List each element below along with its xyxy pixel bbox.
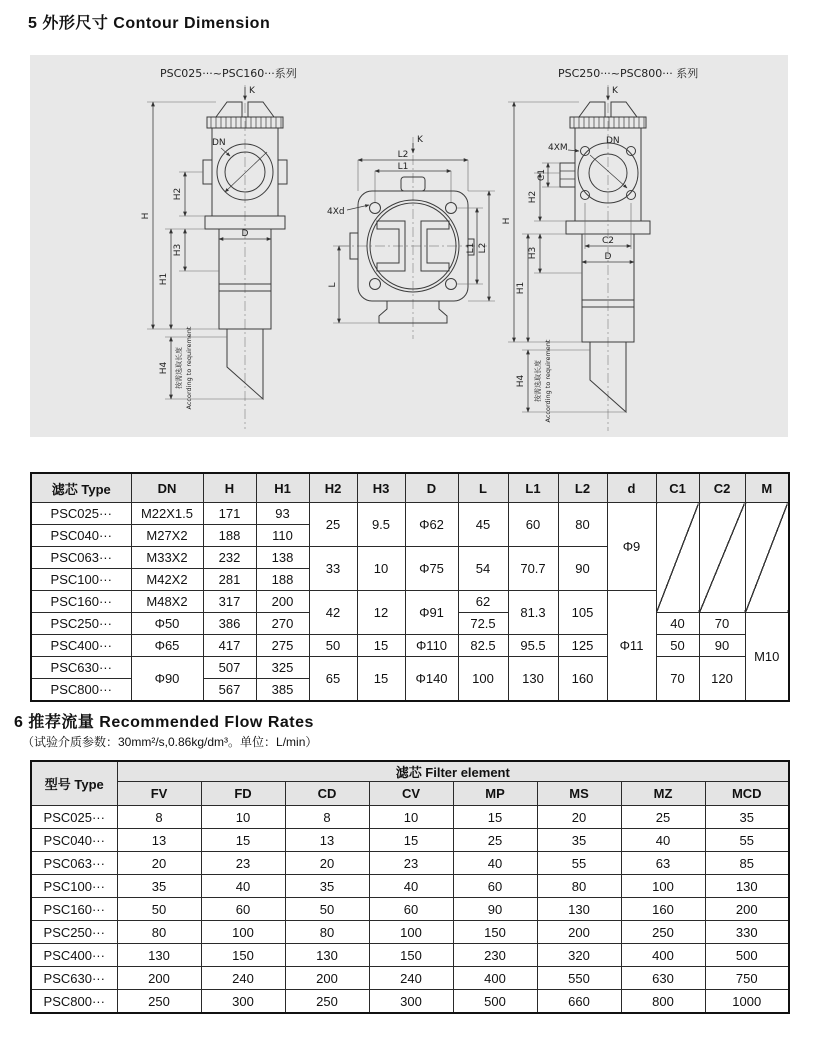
- cell-l1: 60: [508, 503, 558, 547]
- cell-l2: 125: [558, 635, 607, 657]
- cell-h3: 15: [357, 657, 405, 702]
- cell-value: 90: [453, 898, 537, 921]
- dim-label-l1-side: L1: [466, 242, 476, 254]
- dim-label-k: K: [612, 86, 618, 96]
- dim-label-h4: H4: [516, 374, 526, 388]
- cell-value: 50: [117, 898, 201, 921]
- cell-value: 35: [537, 829, 621, 852]
- cell-value: 150: [369, 944, 453, 967]
- table-row: [31, 829, 789, 852]
- cell-value: 200: [537, 921, 621, 944]
- cell-value: 1000: [705, 990, 789, 1014]
- cell-h: 417: [203, 635, 256, 657]
- cell-type: PSC063···: [31, 547, 131, 569]
- cell-value: 330: [705, 921, 789, 944]
- col-header-l2: L2: [558, 473, 607, 503]
- cell-value: 200: [285, 967, 369, 990]
- cell-h: 567: [203, 679, 256, 702]
- cell-value: 130: [285, 944, 369, 967]
- dim-label-d: D: [604, 252, 612, 262]
- table-row: [31, 503, 789, 525]
- cell-value: 130: [117, 944, 201, 967]
- cell-h1: 188: [256, 569, 309, 591]
- cell-d: Φ75: [405, 547, 458, 591]
- cell-l2: 90: [558, 547, 607, 591]
- cell-l2: 80: [558, 503, 607, 547]
- cell-value: 300: [369, 990, 453, 1014]
- cell-value: 85: [705, 852, 789, 875]
- cell-value: 200: [117, 967, 201, 990]
- cell-value: 300: [201, 990, 285, 1014]
- cell-m-na: [745, 503, 789, 613]
- cell-h1: 200: [256, 591, 309, 613]
- col-header-mp: MP: [453, 782, 537, 806]
- cell-type: PSC800···: [31, 679, 131, 702]
- col-header-c2: C2: [699, 473, 745, 503]
- cell-value: 550: [537, 967, 621, 990]
- cell-value: 23: [369, 852, 453, 875]
- dim-label-h2: H2: [173, 187, 183, 201]
- cell-l: 62: [458, 591, 508, 613]
- cell-value: 660: [537, 990, 621, 1014]
- cell-type: PSC250···: [31, 921, 117, 944]
- cell-l: 72.5: [458, 613, 508, 635]
- top-view-drawing: [325, 133, 500, 343]
- col-header-cd: CD: [285, 782, 369, 806]
- dim-label-k: K: [249, 86, 255, 96]
- cell-type: PSC063···: [31, 852, 117, 875]
- table-row: [31, 898, 789, 921]
- cell-h1: 138: [256, 547, 309, 569]
- dim-label-h1: H1: [516, 281, 526, 295]
- table-row: [31, 944, 789, 967]
- cell-value: 60: [453, 875, 537, 898]
- cell-dn: M33X2: [131, 547, 203, 569]
- dim-label-c1: C1: [537, 168, 547, 182]
- cell-value: 10: [201, 806, 285, 829]
- cell-type: PSC160···: [31, 898, 117, 921]
- cell-type: PSC100···: [31, 875, 117, 898]
- dim-label-c2: C2: [601, 236, 615, 246]
- cell-type: PSC250···: [31, 613, 131, 635]
- cell-h1: 93: [256, 503, 309, 525]
- cell-c1: 70: [656, 657, 699, 702]
- cell-value: 35: [285, 875, 369, 898]
- dimension-table: [30, 472, 790, 702]
- cell-type: PSC025···: [31, 806, 117, 829]
- cell-dn: Φ90: [131, 657, 203, 702]
- cell-value: 15: [369, 829, 453, 852]
- cell-h: 317: [203, 591, 256, 613]
- cell-l: 82.5: [458, 635, 508, 657]
- cell-value: 130: [705, 875, 789, 898]
- cell-h1: 385: [256, 679, 309, 702]
- cell-value: 150: [453, 921, 537, 944]
- col-header-h2: H2: [309, 473, 357, 503]
- cell-h: 386: [203, 613, 256, 635]
- cell-h2: 50: [309, 635, 357, 657]
- cell-l: 100: [458, 657, 508, 702]
- flow-rate-table: [30, 760, 790, 1014]
- cell-value: 750: [705, 967, 789, 990]
- cell-l1: 81.3: [508, 591, 558, 635]
- cell-c2: 70: [699, 613, 745, 635]
- cell-dn: Φ50: [131, 613, 203, 635]
- cell-value: 100: [369, 921, 453, 944]
- cell-h: 232: [203, 547, 256, 569]
- cell-value: 400: [453, 967, 537, 990]
- section5-title: 5 外形尺寸 Contour Dimension: [28, 15, 271, 32]
- dim-label-l: L: [328, 282, 338, 288]
- cell-h1: 110: [256, 525, 309, 547]
- dim-label-d: D: [241, 229, 249, 239]
- cell-h: 281: [203, 569, 256, 591]
- cell-value: 10: [369, 806, 453, 829]
- cell-value: 100: [201, 921, 285, 944]
- cell-h3: 15: [357, 635, 405, 657]
- cell-h: 171: [203, 503, 256, 525]
- dim-label-h: H: [502, 217, 512, 225]
- cell-value: 25: [621, 806, 705, 829]
- table-row: [31, 657, 789, 679]
- cell-value: 20: [285, 852, 369, 875]
- cell-d-hole: Φ9: [607, 503, 656, 591]
- cell-type: PSC800···: [31, 990, 117, 1014]
- cell-dn: M42X2: [131, 569, 203, 591]
- col-header-h3: H3: [357, 473, 405, 503]
- length-note-cn: 按需选取长度: [534, 360, 542, 402]
- cell-dn: M27X2: [131, 525, 203, 547]
- col-header-fd: FD: [201, 782, 285, 806]
- left-series-label: PSC025···~PSC160···系列: [160, 67, 297, 80]
- cell-d: Φ91: [405, 591, 458, 635]
- col-header-m: M: [745, 473, 789, 503]
- cell-type: PSC100···: [31, 569, 131, 591]
- cell-dn: M48X2: [131, 591, 203, 613]
- dim-label-l2-side: L2: [478, 242, 488, 254]
- cell-value: 35: [117, 875, 201, 898]
- dim-label-h: H: [141, 212, 151, 220]
- cell-value: 250: [621, 921, 705, 944]
- contour-dimension-drawing-panel: [30, 55, 788, 437]
- table-row: [31, 852, 789, 875]
- cell-type: PSC160···: [31, 591, 131, 613]
- col-header-fv: FV: [117, 782, 201, 806]
- cell-h1: 325: [256, 657, 309, 679]
- cell-value: 80: [285, 921, 369, 944]
- cell-c2-na: [699, 503, 745, 613]
- cell-value: 15: [201, 829, 285, 852]
- cell-value: 55: [705, 829, 789, 852]
- dim-label-h1: H1: [159, 272, 169, 286]
- cell-h: 507: [203, 657, 256, 679]
- length-note-en: According to requirement: [544, 339, 552, 423]
- cell-h3: 12: [357, 591, 405, 635]
- dim-label-dn: DN: [606, 136, 620, 146]
- dim-label-h3: H3: [173, 243, 183, 257]
- cell-m: M10: [745, 613, 789, 702]
- cell-value: 15: [453, 806, 537, 829]
- dim-label-k: K: [417, 135, 423, 145]
- cell-value: 13: [117, 829, 201, 852]
- col-header-d-hole: d: [607, 473, 656, 503]
- dim-label-l1-top: L1: [397, 162, 409, 172]
- flow-header-row-media: [31, 782, 789, 806]
- cell-c2: 120: [699, 657, 745, 702]
- flow-header-row-group: [31, 761, 789, 782]
- col-header-dn: DN: [131, 473, 203, 503]
- cell-value: 25: [453, 829, 537, 852]
- cell-value: 60: [369, 898, 453, 921]
- cell-c2: 90: [699, 635, 745, 657]
- section6-title: 6 推荐流量 Recommended Flow Rates: [14, 714, 314, 731]
- table-row: [31, 921, 789, 944]
- cell-value: 55: [537, 852, 621, 875]
- cell-value: 160: [621, 898, 705, 921]
- cell-h2: 65: [309, 657, 357, 702]
- cell-value: 100: [621, 875, 705, 898]
- cell-type: PSC630···: [31, 967, 117, 990]
- cell-value: 23: [201, 852, 285, 875]
- table-row: [31, 806, 789, 829]
- cell-value: 40: [369, 875, 453, 898]
- cell-h2: 33: [309, 547, 357, 591]
- length-note-cn: 按需选取长度: [175, 347, 183, 389]
- cell-h3: 9.5: [357, 503, 405, 547]
- cell-value: 80: [117, 921, 201, 944]
- cell-l1: 130: [508, 657, 558, 702]
- col-header-mcd: MCD: [705, 782, 789, 806]
- cell-c1: 50: [656, 635, 699, 657]
- cell-value: 20: [537, 806, 621, 829]
- front-view-small-series-drawing: [115, 81, 345, 433]
- table-row: [31, 967, 789, 990]
- cell-type: PSC040···: [31, 525, 131, 547]
- col-header-l1: L1: [508, 473, 558, 503]
- table-row: [31, 990, 789, 1014]
- cell-type: PSC400···: [31, 944, 117, 967]
- cell-value: 8: [285, 806, 369, 829]
- cell-type: PSC400···: [31, 635, 131, 657]
- cell-h3: 10: [357, 547, 405, 591]
- cell-value: 40: [621, 829, 705, 852]
- col-header-h1: H1: [256, 473, 309, 503]
- cell-value: 240: [201, 967, 285, 990]
- col-header-type: 滤芯 Type: [31, 473, 131, 503]
- cell-value: 50: [285, 898, 369, 921]
- cell-value: 40: [201, 875, 285, 898]
- cell-value: 60: [201, 898, 285, 921]
- cell-h1: 270: [256, 613, 309, 635]
- section6-note: （试验介质参数：30mm²/s,0.86kg/dm³。单位：L/min）: [22, 735, 318, 749]
- cell-value: 250: [285, 990, 369, 1014]
- cell-value: 500: [705, 944, 789, 967]
- cell-h: 188: [203, 525, 256, 547]
- cell-d-hole: Φ11: [607, 591, 656, 702]
- col-header-c1: C1: [656, 473, 699, 503]
- length-note-en: According to requirement: [185, 326, 193, 410]
- cell-type: PSC025···: [31, 503, 131, 525]
- col-header-l: L: [458, 473, 508, 503]
- cell-value: 250: [117, 990, 201, 1014]
- bolt-count-label: 4XM: [548, 143, 568, 153]
- cell-value: 240: [369, 967, 453, 990]
- cell-value: 320: [537, 944, 621, 967]
- cell-h2: 42: [309, 591, 357, 635]
- cell-l2: 160: [558, 657, 607, 702]
- cell-l1: 70.7: [508, 547, 558, 591]
- bolt-count-label: 4Xd: [327, 207, 345, 217]
- dim-label-h2: H2: [528, 190, 538, 204]
- table-row: [31, 635, 789, 657]
- group-header-filter-element: 滤芯 Filter element: [117, 761, 789, 782]
- cell-l2: 105: [558, 591, 607, 635]
- dim-label-h4: H4: [159, 361, 169, 375]
- cell-h1: 275: [256, 635, 309, 657]
- cell-value: 130: [537, 898, 621, 921]
- right-series-label: PSC250···~PSC800··· 系列: [558, 67, 699, 80]
- cell-value: 63: [621, 852, 705, 875]
- col-header-d: D: [405, 473, 458, 503]
- cell-type: PSC630···: [31, 657, 131, 679]
- cell-l: 45: [458, 503, 508, 547]
- cell-dn: M22X1.5: [131, 503, 203, 525]
- table-row: [31, 875, 789, 898]
- cell-l1: 95.5: [508, 635, 558, 657]
- cell-h2: 25: [309, 503, 357, 547]
- cell-d: Φ110: [405, 635, 458, 657]
- cell-value: 40: [453, 852, 537, 875]
- cell-value: 20: [117, 852, 201, 875]
- cell-value: 13: [285, 829, 369, 852]
- col-header-model-type: 型号 Type: [31, 761, 117, 806]
- cell-d: Φ62: [405, 503, 458, 547]
- col-header-cv: CV: [369, 782, 453, 806]
- cell-value: 230: [453, 944, 537, 967]
- cell-value: 500: [453, 990, 537, 1014]
- dim-header-row: [31, 473, 789, 503]
- cell-value: 35: [705, 806, 789, 829]
- cell-c1: 40: [656, 613, 699, 635]
- dim-label-dn: DN: [212, 138, 226, 148]
- cell-c1-na: [656, 503, 699, 613]
- cell-value: 8: [117, 806, 201, 829]
- front-view-large-series-drawing: [498, 81, 728, 435]
- cell-value: 150: [201, 944, 285, 967]
- cell-value: 400: [621, 944, 705, 967]
- col-header-ms: MS: [537, 782, 621, 806]
- cell-l: 54: [458, 547, 508, 591]
- cell-d: Φ140: [405, 657, 458, 702]
- cell-value: 800: [621, 990, 705, 1014]
- cell-value: 630: [621, 967, 705, 990]
- dim-label-l2-top: L2: [397, 150, 409, 160]
- cell-value: 80: [537, 875, 621, 898]
- cell-value: 200: [705, 898, 789, 921]
- cell-type: PSC040···: [31, 829, 117, 852]
- col-header-h: H: [203, 473, 256, 503]
- dim-label-h3: H3: [528, 246, 538, 260]
- cell-dn: Φ65: [131, 635, 203, 657]
- col-header-mz: MZ: [621, 782, 705, 806]
